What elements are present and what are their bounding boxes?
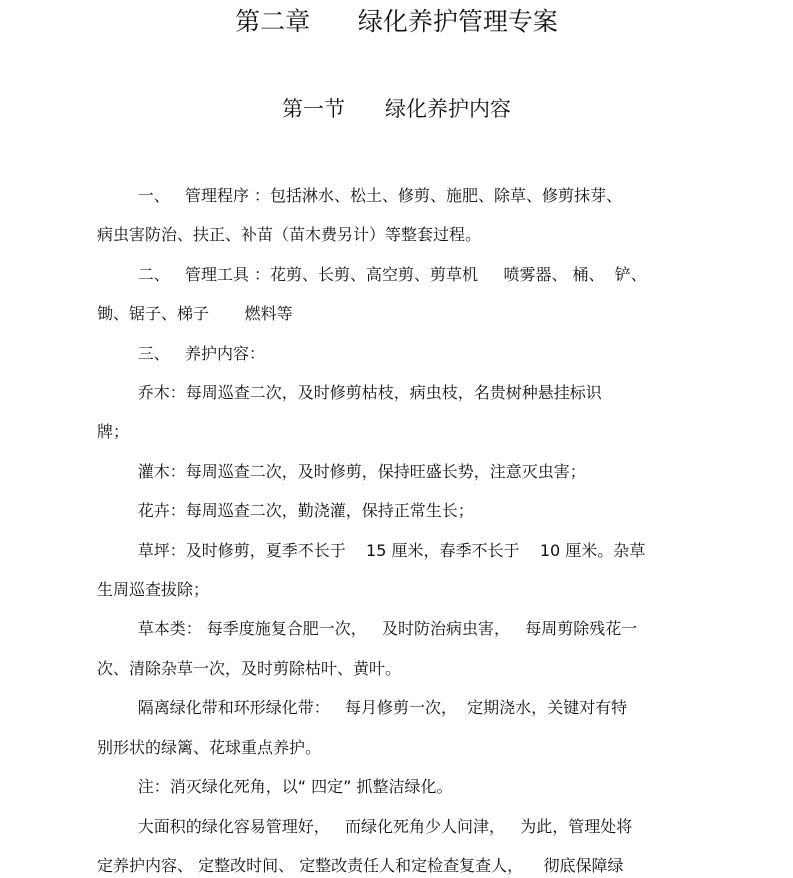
paragraph-line: 乔木：每周巡查二次，及时修剪枯枝，病虫枝，名贵树种悬挂标识 [97, 383, 602, 403]
paragraph-line: 注：消灭绿化死角，以“ 四定” 抓整洁绿化。 [97, 777, 453, 797]
paragraph-line: 大面积的绿化容易管理好， 而绿化死角少人问津， 为此，管理处将 [97, 816, 633, 836]
section-title: 第一节 绿化养护内容 [281, 97, 512, 121]
paragraph-line: 草本类： 每季度施复合肥一次， 及时防治病虫害， 每周剪除残花一 [97, 619, 638, 639]
chapter-title: 第二章 绿化养护管理专案 [235, 7, 558, 36]
paragraph-line: 三、 养护内容： [97, 343, 265, 363]
paragraph-line: 一、 管理程序 ：包括淋水、松土、修剪、施肥、除草、修剪抹芽、 [97, 186, 623, 205]
paragraph-line: 灌木：每周巡查二次，及时修剪，保持旺盛长势，注意灭虫害； [97, 461, 586, 481]
paragraph-line: 花卉：每周巡查二次，勤浇灌，保持正常生长； [97, 501, 474, 521]
paragraph-line: 生周巡查拔除； [97, 580, 210, 600]
paragraph-line: 二、 管理工具 ：花剪、长剪、高空剪、剪草机 喷雾器、 桶、 铲、 [97, 264, 647, 284]
paragraph-line: 锄、锯子、梯子 燃料等 [97, 304, 293, 324]
paragraph-line: 别形状的绿篱、花球重点养护。 [97, 737, 322, 757]
paragraph-line: 定养护内容、 定整改时间、 定整改责任人和定检查复查人， 彻底保障绿 [97, 855, 624, 875]
body-text [97, 176, 737, 878]
paragraph-line: 次、清除杂草一次，及时剪除枯叶、黄叶。 [97, 658, 402, 678]
paragraph-line: 隔离绿化带和环形绿化带： 每月修剪一次， 定期浇水，关键对有特 [97, 698, 628, 718]
paragraph-line: 草坪：及时修剪，夏季不长于 15 厘米，春季不长于 10 厘米。杂草 [97, 540, 646, 560]
paragraph-line: 牌； [97, 422, 130, 442]
paragraph-line: 病虫害防治、扶正、补苗（苗木费另计）等整套过程。 [97, 225, 482, 245]
